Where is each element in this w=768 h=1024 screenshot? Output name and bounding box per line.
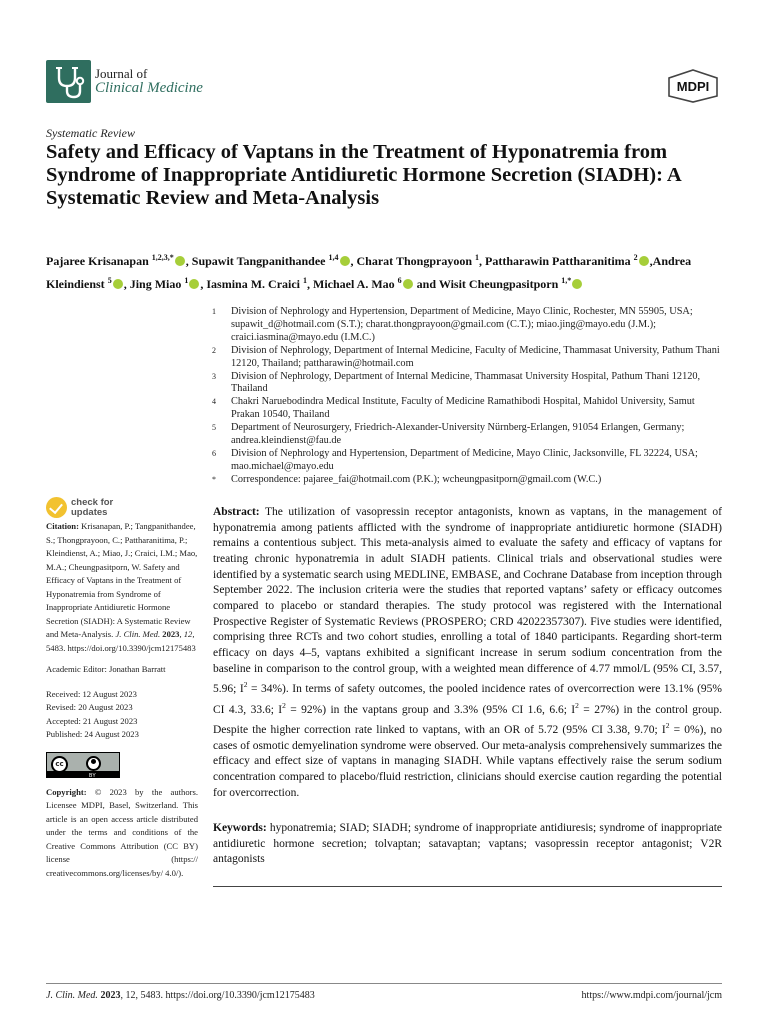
affiliation-text: Chakri Naruebodindra Medical Institute, Faculty of Medicine Ramathibodi Hospital, Mahidol University, Samut Prakan 10540, Thailand [231,396,695,421]
check-updates-line1: check for [71,497,114,508]
date-accepted: Accepted: 21 August 2023 [46,715,138,726]
date-received: Received: 12 August 2023 [46,688,137,699]
orcid-icon[interactable] [175,256,185,266]
abstract-text-4: = 27%) in the control group. Despite the higher correction rate linked to vaptans, with an OR of 5.72 (95% CI 3.38, 9.70; I [213,703,723,737]
section-divider [213,886,722,887]
affiliation-item [212,448,724,474]
abstract-text-1: The utilization of vasopressin receptor antagonists, known as vaptans, in the management of hyponatremia among patients afflicted with the syndrome of inappropriate antidiuretic hormone (SIADH) remains a contentious subject. This meta-analysis aimed to evaluate the safety and efficacy of vaptans for treating chronic hyponatremia in adult SIADH patients. Clinical trials and observational studies were identified by a systematic search using MEDLINE, EMBASE, and Cochrane Database from inception through September 2022. The inclusion criteria were the studies that reported vaptans’ safety or efficacy outcomes compared to placebo or standard therapies. The study protocol was registered with the International Prospective Register of Systematic Reviews (PROSPERO; CRD 42022357307). Five studies were identified, comprising three RCTs and two cohort studies, enrolling a total of 1840 participants. Regarding short-term efficacy on days 4–5, vaptans exhibited a significant increase in serum sodium concentration from the baseline in comparison to the control group, with a weighted mean difference of 4.77 mmol/L (95% CI, 3.57, 5.96; I [213,506,722,696]
affiliation-text: Division of Nephrology, Department of Internal Medicine, Thammasat University Hospital, Pathum Thani 12120, Thailand [231,370,701,395]
orcid-icon[interactable] [113,279,123,289]
author-affiliation-marker: 1,2,3,* [151,253,174,262]
affiliation-number: 6 [212,448,216,458]
affiliation-item [212,306,724,345]
academic-editor: Academic Editor: Jonathan Barratt [46,664,166,674]
copyright-notice [46,786,198,881]
affiliation-item [212,422,724,448]
author-separator: , [350,254,357,268]
orcid-icon[interactable] [189,279,199,289]
affiliation-number: 5 [212,423,216,433]
footer-doi[interactable]: , 12, 5483. https://doi.org/10.3390/jcm12175483 [120,990,315,1001]
cc-icon: cc [51,756,68,773]
superscript: 2 [575,700,579,710]
orcid-icon[interactable] [403,279,413,289]
author-affiliation-marker: 1 [303,276,308,285]
affiliation-item [212,396,724,422]
citation-year: 2023 [162,629,180,639]
journal-name: Clinical Medicine [95,80,203,96]
abstract-text-2: = 34%). In terms of safety outcomes, the pooled incidence rates of overcorrection were 13.1% (95% CI 4.3, 33.6; I [213,683,722,716]
author-separator: , [649,254,653,268]
affiliation-item [212,474,724,487]
cc-by-label: BY [89,772,96,779]
affiliation-text: Department of Neurosurgery, Friedrich-Alexander-University Nürnberg-Erlangen, 91054 Erlangen, Germany; andrea.kleindienst@fau.de [231,422,685,447]
footer-divider [46,983,722,984]
affiliation-text: Division of Nephrology and Hypertension, Department of Medicine, Mayo Clinic, Jacksonville, FL 32224, USA; mao.michael@mayo.edu [231,447,698,472]
footer-citation [46,990,315,1001]
author-separator: , [479,254,485,268]
cc-by-license-badge[interactable] [46,752,120,778]
author-separator: , [307,277,314,291]
author-name: Iasmina M. Craici [206,277,304,291]
copyright-label: Copyright: [46,786,87,797]
author-separator: , [200,277,207,291]
author-name: Wisit Cheungpasitporn [438,277,562,291]
orcid-icon[interactable] [639,256,649,266]
affiliation-number: 4 [212,397,216,407]
author-affiliation-marker: 1 [475,253,479,262]
affiliation-number: * [212,474,216,484]
author-name: Supawit Tangpanithandee [191,254,329,268]
author-separator: and [413,277,439,291]
check-for-updates-badge[interactable] [46,496,126,520]
affiliation-text: Correspondence: pajaree_fai@hotmail.com (P.K.); wcheungpasitporn@gmail.com (W.C.) [231,473,602,485]
footer-year: 2023 [100,990,121,1001]
author-affiliation-marker: 1,4 [328,253,339,262]
footer-journal: J. Clin. Med. [46,990,98,1001]
author-affiliation-marker: 1 [184,276,189,285]
citation-volume: 12 [183,629,193,639]
abstract-text-5: = 0%), no cases of osmotic demyelination syndrome were observed. Our meta-analysis comprehensively summarizes the efficacy and effect size of vaptans in managing SIADH. While vaptans effectively raise the serum sodium concentration compared to placebo/fluid restriction, clinicians should exercise caution regarding the potential for overcorrection. [213,724,722,799]
keywords-label: Keywords: [213,822,267,834]
affiliation-text: Division of Nephrology and Hypertension, Department of Medicine, Mayo Clinic, Rochester, MN 55905, USA; supawit_d@hotmail.com (S.T.); charat.thongprayoon@gmail.com (C.T.); miao.jing@mayo.edu (J.M.); craici.iasmina@mayo.edu (I.M.C.) [231,306,693,343]
orcid-icon[interactable] [572,279,582,289]
date-published: Published: 24 August 2023 [46,729,139,739]
author-separator: , [185,254,192,268]
author-affiliation-marker: 2 [633,253,638,262]
date-revised: Revised: 20 August 2023 [46,702,133,712]
author-list [46,248,726,294]
checkmark-icon [46,497,67,518]
affiliation-number: 2 [212,345,216,355]
affiliation-number: 3 [212,371,216,381]
mdpi-logo [666,69,720,103]
keywords-text: hyponatremia; SIAD; SIADH; syndrome of inappropriate antidiuresis; syndrome of inappropriate antidiuretic hormone secretion; tolvaptan; satavaptan; vaptans; vasopressin receptor antagonist; V2R antagonists [213,822,723,866]
affiliation-item [212,345,724,371]
article-info-sidebar [46,520,198,880]
article-type: Systematic Review [46,126,135,140]
author-name: Pajaree Krisanapan [46,254,152,268]
author-affiliation-marker: 6 [397,276,402,285]
journal-name-prefix: Journal of [95,66,148,81]
author-affiliation-marker: 5 [107,276,112,285]
abstract [213,505,722,801]
abstract-label: Abstract: [213,506,260,518]
attribution-person-icon [86,756,101,771]
stethoscope-icon [46,60,91,103]
superscript: 2 [282,700,286,710]
publisher-name: MDPI [676,79,710,94]
author-name: Jing Miao [129,277,185,291]
affiliation-item [212,371,724,397]
citation: Citation: Krisanapan, P.; Tangpanithandee, S.; Thongprayoon, C.; Pattharanitima, P.; Kleindienst, A.; Miao, J.; Craici, I.M.; Mao, M.A.; Cheungpasitporn, W. Safety and Efficacy of Vaptans in the Treatment of Hyponatremia from Syndrome of Inappropriate Antidiuretic Hormone Secretion (SIADH): A Systematic Review and Meta-Analysis. J. Clin. Med. 2023, 12, 5483. https://doi.org/10.3390/jcm12175483 [46,521,198,653]
citation-label: Citation: [46,521,79,531]
affiliation-number: 1 [212,307,216,316]
citation-pages: , 5483. https://doi.org/10.3390/jcm12175483 [46,629,196,653]
author-separator: , [123,277,130,291]
affiliation-text: Division of Nephrology, Department of Internal Medicine, Faculty of Medicine, Thammasat University, Pathum Thani 12120, Thailand; pattharawin@hotmail.com [231,344,720,369]
superscript: 2 [665,721,670,731]
citation-text: Krisanapan, P.; Tangpanithandee, S.; Thongprayoon, C.; Pattharanitima, P.; Kleindienst, A.; Miao, J.; Craici, I.M.; Mao, M.A.; Cheungpasitporn, W. Safety and Efficacy of Vaptans in the Treatment of Hyponatremia from Syndrome of Inappropriate Antidiuretic Hormone Secretion (SIADH): A Systematic Review and Meta-Analysis. [46,521,198,639]
author-name: Pattharawin Pattharanitima [485,254,634,268]
copyright-text: © 2023 by the authors. Licensee MDPI, Basel, Switzerland. This article is an open access article distributed under the terms and conditions of the Creative Commons Attribution (CC BY) license (https:// creativecommons.org/licenses/by/ 4.0/). [46,786,198,878]
author-name: Michael A. Mao [313,277,398,291]
check-updates-line2: updates [71,507,108,518]
orcid-icon[interactable] [340,256,350,266]
keywords [213,821,722,868]
article-title: Safety and Efficacy of Vaptans in the Treatment of Hyponatremia from Syndrome of Inappropriate Antidiuretic Hormone Secretion (SIADH): A Systematic Review and Meta-Analysis [46,141,681,209]
author-name: Andrea Kleindienst [46,254,692,291]
journal-logo [46,60,91,103]
affiliation-list [212,306,724,487]
superscript: 2 [243,680,248,690]
abstract-text-3: = 92%) in the vaptans group and 3.3% (95% CI 1.6, 6.6; I [285,703,576,716]
footer-journal-url[interactable]: https://www.mdpi.com/journal/jcm [581,990,722,1001]
author-name: Charat Thongprayoon [356,254,475,268]
citation-journal: J. Clin. Med. [115,629,161,639]
author-affiliation-marker: 1,* [561,276,572,285]
